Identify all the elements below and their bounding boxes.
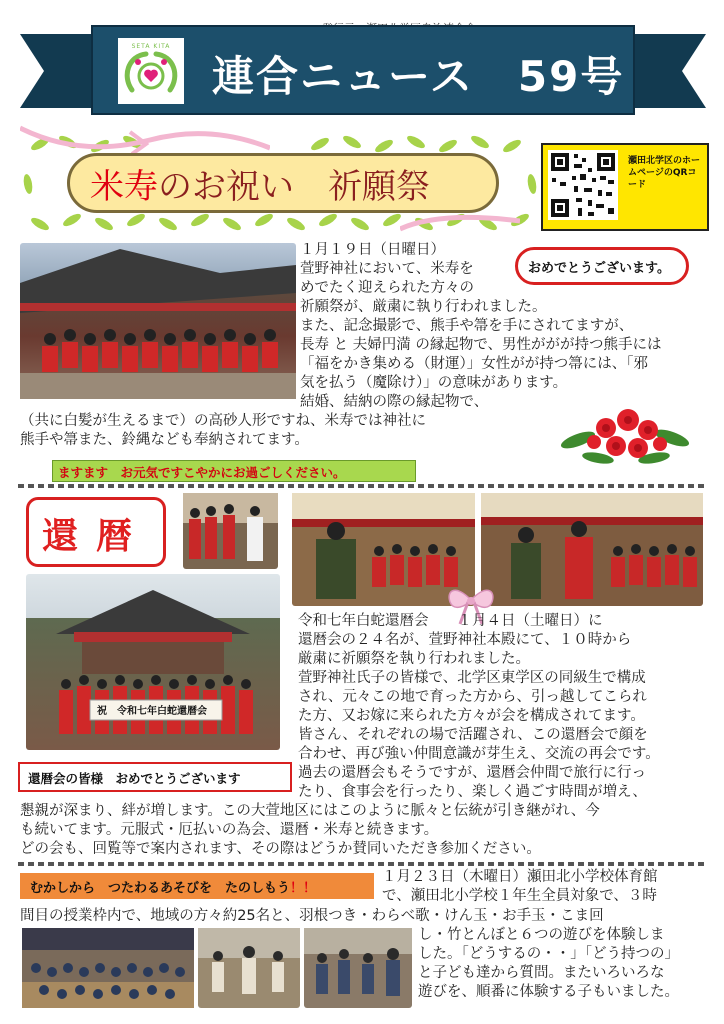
games-line-6: と子ども達から質問。またいろいろな bbox=[418, 965, 665, 981]
section-divider bbox=[18, 484, 706, 488]
beiju-line-1: １月１９日（日曜日） bbox=[300, 242, 445, 258]
kanreki-line-5: され、元々この地で育った方から、引っ越してこられ bbox=[298, 689, 647, 705]
beiju-line-11: 熊手や箒また、鈴縄なども奉納されてます。 bbox=[20, 432, 309, 448]
kanreki-line-2: 還暦会の２４名が、萱野神社本殿にて、１０時から bbox=[298, 632, 632, 648]
kanreki-line-13: どの会も、回覧等で案内されます、その際はどうか賛同いただき参加ください。 bbox=[20, 841, 541, 857]
beiju-line-10: （共に白髪が生えるまで）の高砂人形ですね、米寿では神社に bbox=[20, 413, 426, 429]
beiju-line-2: 萱野神社において、米寿を bbox=[300, 261, 474, 277]
beiju-line-4: 祈願祭が、厳粛に執り行われました。 bbox=[300, 299, 547, 315]
games-line-4: し・竹とんぼと６つの遊びを体験しま bbox=[418, 927, 665, 943]
kanreki-reception-photo bbox=[183, 493, 278, 569]
kanreki-line-12: も続いてます。元服式・厄払いの為会、還暦・米寿と続きます。 bbox=[20, 822, 439, 838]
kanreki-group-photo bbox=[26, 574, 280, 750]
logo-lettering: SETA KITA bbox=[131, 43, 171, 50]
children-playing-photo-2 bbox=[304, 928, 412, 1008]
kanreki-line-11: 懇親が深まり、絆が増します。この大萱地区にはこのように脈々と伝統が引き継がれ、今 bbox=[20, 803, 600, 819]
kanreki-sign-text: 祝 令和七年白蛇還暦会 bbox=[97, 706, 207, 717]
congrats-stamp-text: おめでとうございます。 bbox=[528, 261, 670, 276]
pink-ribbon-decoration bbox=[20, 118, 270, 158]
kanreki-line-8: 合わせ、再び強い仲間意識が芽生え、交流の再会です。 bbox=[298, 746, 660, 762]
beiju-line-7: 「福をかき集める（財運）」女性がが持つ箒には、「邪 bbox=[300, 356, 648, 372]
games-line-7: 遊びを、順番に体験する子もいました。 bbox=[418, 984, 679, 1000]
kanreki-ceremony-photo-2 bbox=[481, 493, 703, 606]
section-divider-2 bbox=[18, 862, 706, 866]
games-banner-text: むかしから つたわるあそびを たのしもう！！ bbox=[30, 881, 317, 896]
kanreki-line-7: 皆さん、それぞれの場で活躍され、この還暦会で顔を bbox=[298, 727, 648, 743]
kanreki-line-10: たり、食事会を行ったり、楽しく過ごす時間が増え、 bbox=[298, 784, 647, 800]
wish-banner-text: ますます お元気ですこやかにお過ごしください。 bbox=[58, 465, 346, 480]
kanreki-line-9: 過去の還暦会もそうですが、還暦会仲間で旅行に行っ bbox=[298, 765, 646, 781]
kanreki-caption: 還暦会の皆様 おめでとうございます bbox=[28, 771, 241, 786]
kanreki-title: 還暦 bbox=[42, 516, 151, 557]
beiju-line-5: また、記念撮影で、熊手や箒を手にされてますが、 bbox=[300, 318, 634, 334]
beiju-line-8: 気を払う（魔除け）」の意味があります。 bbox=[300, 375, 568, 391]
gym-group-photo bbox=[22, 928, 194, 1008]
games-line-5: した。「どうするの・・」「どう持つの」 bbox=[418, 946, 679, 962]
beiju-line-6: 長寿 と 夫婦円満 の縁起物で、男性ががが持つ熊手には bbox=[300, 337, 662, 353]
kanreki-line-4: 萱野神社氏子の皆様で、北学区東学区の同級生で構成 bbox=[298, 670, 646, 686]
newsletter-title: 連合ニュース 59号 bbox=[212, 52, 625, 101]
qr-code[interactable] bbox=[548, 150, 618, 220]
logo bbox=[118, 38, 184, 104]
games-line-1: １月２３日（木曜日）瀬田北小学校体育館 bbox=[382, 869, 658, 885]
kanreki-line-1: 令和七年白蛇還暦会 １月４日（土曜日）に bbox=[298, 613, 603, 629]
qr-label: 瀬田北学区のホームページのQRコード bbox=[628, 156, 701, 190]
beiju-title: 米寿のお祝い 祈願祭 bbox=[90, 167, 430, 207]
games-line-3: 間目の授業枠内で、地域の方々約25名と、羽根つき・わらべ歌・けん玉・お手玉・こま回 bbox=[20, 908, 604, 924]
beiju-line-9: 結婚、結納の際の縁起物で、 bbox=[300, 394, 489, 410]
flower-arrangement-image bbox=[558, 398, 692, 476]
kanreki-line-3: 厳粛に祈願祭を執り行われました。 bbox=[298, 651, 530, 667]
games-line-2: で、瀬田北小学校１年生全員対象で、３時 bbox=[382, 888, 657, 904]
beiju-group-photo bbox=[20, 243, 296, 399]
kanreki-line-6: た方、又お嫁に来られた方々が会を構成されてます。 bbox=[298, 708, 645, 724]
children-playing-photo-1 bbox=[198, 928, 300, 1008]
beiju-line-3: めでたく迎えられた方々の bbox=[300, 280, 474, 296]
